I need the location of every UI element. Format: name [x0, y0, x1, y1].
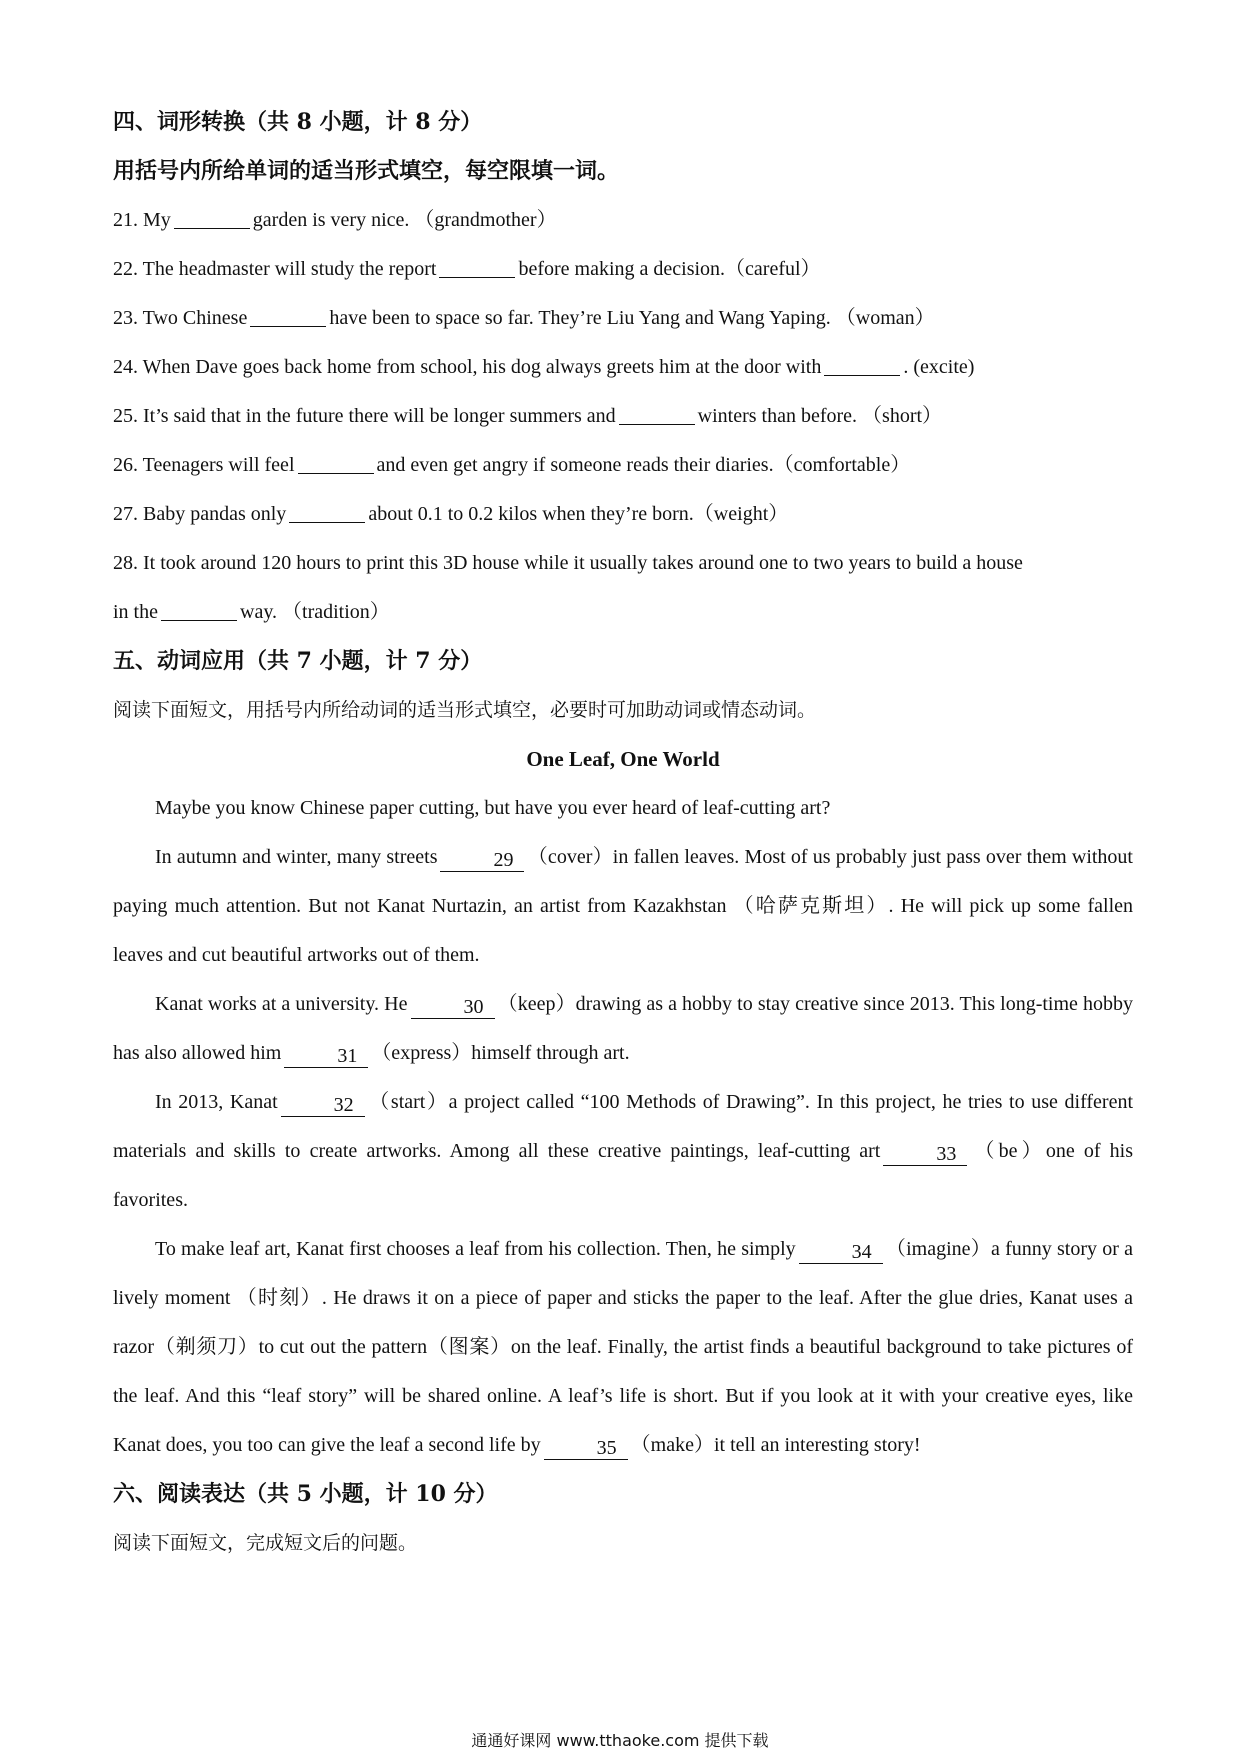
blank-33[interactable]: 33 [883, 1143, 967, 1166]
question-25 [113, 392, 1133, 441]
answer-blank[interactable] [161, 598, 237, 621]
question-22 [113, 245, 1133, 294]
question-28-line1: 28. It took around 120 hours to print this 3D house while it usually takes around one to two years to build a house [113, 552, 1023, 574]
section5-heading: 五、动词应用（共 7 小题，计 7 分） [113, 648, 483, 674]
passage-paragraph-2 [113, 833, 1133, 980]
section6-heading: 六、阅读表达（共 5 小题，计 10 分） [113, 1481, 498, 1507]
answer-blank[interactable] [250, 304, 326, 327]
page-footer: 通通好课网 www.tthaoke.com 提供下载 [471, 1731, 769, 1750]
blank-30[interactable]: 30 [411, 996, 495, 1019]
answer-blank[interactable] [439, 255, 515, 278]
question-26 [113, 441, 1133, 490]
question-text: and even get angry if someone reads their diaries.（comfortable） [376, 454, 911, 476]
section4-heading: 四、词形转换（共 8 小题，计 8 分） [113, 109, 483, 135]
passage-text: Kanat works at a university. He [155, 993, 408, 1015]
question-23 [113, 294, 1133, 343]
question-text: 22. The headmaster will study the report [113, 258, 437, 280]
question-text: have been to space so far. They’re Liu Yang and Wang Yaping. （woman） [329, 307, 935, 329]
question-text: in the [113, 601, 158, 623]
question-text: 27. Baby pandas only [113, 503, 287, 525]
section5-instruction: 阅读下面短文，用括号内所给动词的适当形式填空，必要时可加助动词或情态动词。 [113, 699, 817, 721]
question-text: about 0.1 to 0.2 kilos when they’re born.（weight） [368, 503, 789, 525]
passage-paragraph-4 [113, 1078, 1133, 1225]
passage-paragraph-5 [113, 1225, 1133, 1470]
passage-text: （start）a project called “100 Methods of Drawing”. In this project, he tries to use different materials and skills to create artworks. Among all these creative paintings, leaf-cutting art [113, 1091, 1133, 1162]
question-text: 24. When Dave goes back home from school, his dog always greets him at the door with [113, 356, 822, 378]
passage-text: （express）himself through art. [371, 1042, 630, 1064]
question-text: way. （tradition） [240, 601, 390, 623]
question-text: 23. Two Chinese [113, 307, 248, 329]
page-content [113, 98, 1133, 1568]
passage-paragraph-3 [113, 980, 1133, 1078]
section4-instruction: 用括号内所给单词的适当形式填空，每空限填一词。 [113, 158, 620, 184]
question-text: . (excite) [903, 356, 975, 378]
question-text: garden is very nice. （grandmother） [252, 209, 557, 231]
answer-blank[interactable] [174, 206, 250, 229]
passage-text: To make leaf art, Kanat first chooses a leaf from his collection. Then, he simply [155, 1238, 796, 1260]
blank-29[interactable]: 29 [440, 849, 524, 872]
question-27 [113, 490, 1133, 539]
question-24 [113, 343, 1133, 392]
question-text: 26. Teenagers will feel [113, 454, 295, 476]
answer-blank[interactable] [289, 500, 365, 523]
passage-text: （keep）drawing as a hobby to stay creative since 2013. This long-time hobby has also allowed him [113, 993, 1134, 1064]
passage-paragraph-1: Maybe you know Chinese paper cutting, but have you ever heard of leaf-cutting art? [155, 797, 831, 819]
blank-31[interactable]: 31 [284, 1045, 368, 1068]
answer-blank[interactable] [298, 451, 374, 474]
question-text: before making a decision.（careful） [518, 258, 821, 280]
question-text: winters than before. （short） [697, 405, 943, 427]
passage-title: One Leaf, One World [526, 747, 720, 771]
answer-blank[interactable] [619, 402, 695, 425]
passage-text: In 2013, Kanat [155, 1091, 278, 1113]
question-text: 25. It’s said that in the future there will be longer summers and [113, 405, 616, 427]
passage-text: （make）it tell an interesting story! [630, 1434, 921, 1456]
question-28-line2 [113, 588, 1133, 637]
answer-blank[interactable] [824, 353, 900, 376]
passage-text: In autumn and winter, many streets [155, 846, 438, 868]
blank-32[interactable]: 32 [281, 1094, 365, 1117]
passage-text: （be）one of his favorites. [113, 1140, 1133, 1211]
passage-text: （imagine）a funny story or a lively moment （时刻）. He draws it on a piece of paper and sticks the paper to the leaf. After the glue dries, Kanat uses a razor（剃须刀）to cut out the pattern（图案）on the leaf. Finally, the artist finds a beautiful background to take pictures of the leaf. And this “leaf story” will be shared online. A leaf’s life is short. But if you look at it with your creative eyes, like Kanat does, you too can give the leaf a second life by [113, 1238, 1133, 1456]
section6-instruction: 阅读下面短文，完成短文后的问题。 [113, 1532, 418, 1554]
blank-34[interactable]: 34 [799, 1241, 883, 1264]
question-21 [113, 196, 1133, 245]
blank-35[interactable]: 35 [544, 1437, 628, 1460]
question-text: 21. My [113, 209, 171, 231]
passage-text: （cover）in fallen leaves. Most of us probably just pass over them without paying much attention. But not Kanat Nurtazin, an artist from Kazakhstan （哈萨克斯坦）. He will pick up some fallen leaves and cut beautiful artworks out of them. [113, 846, 1133, 966]
